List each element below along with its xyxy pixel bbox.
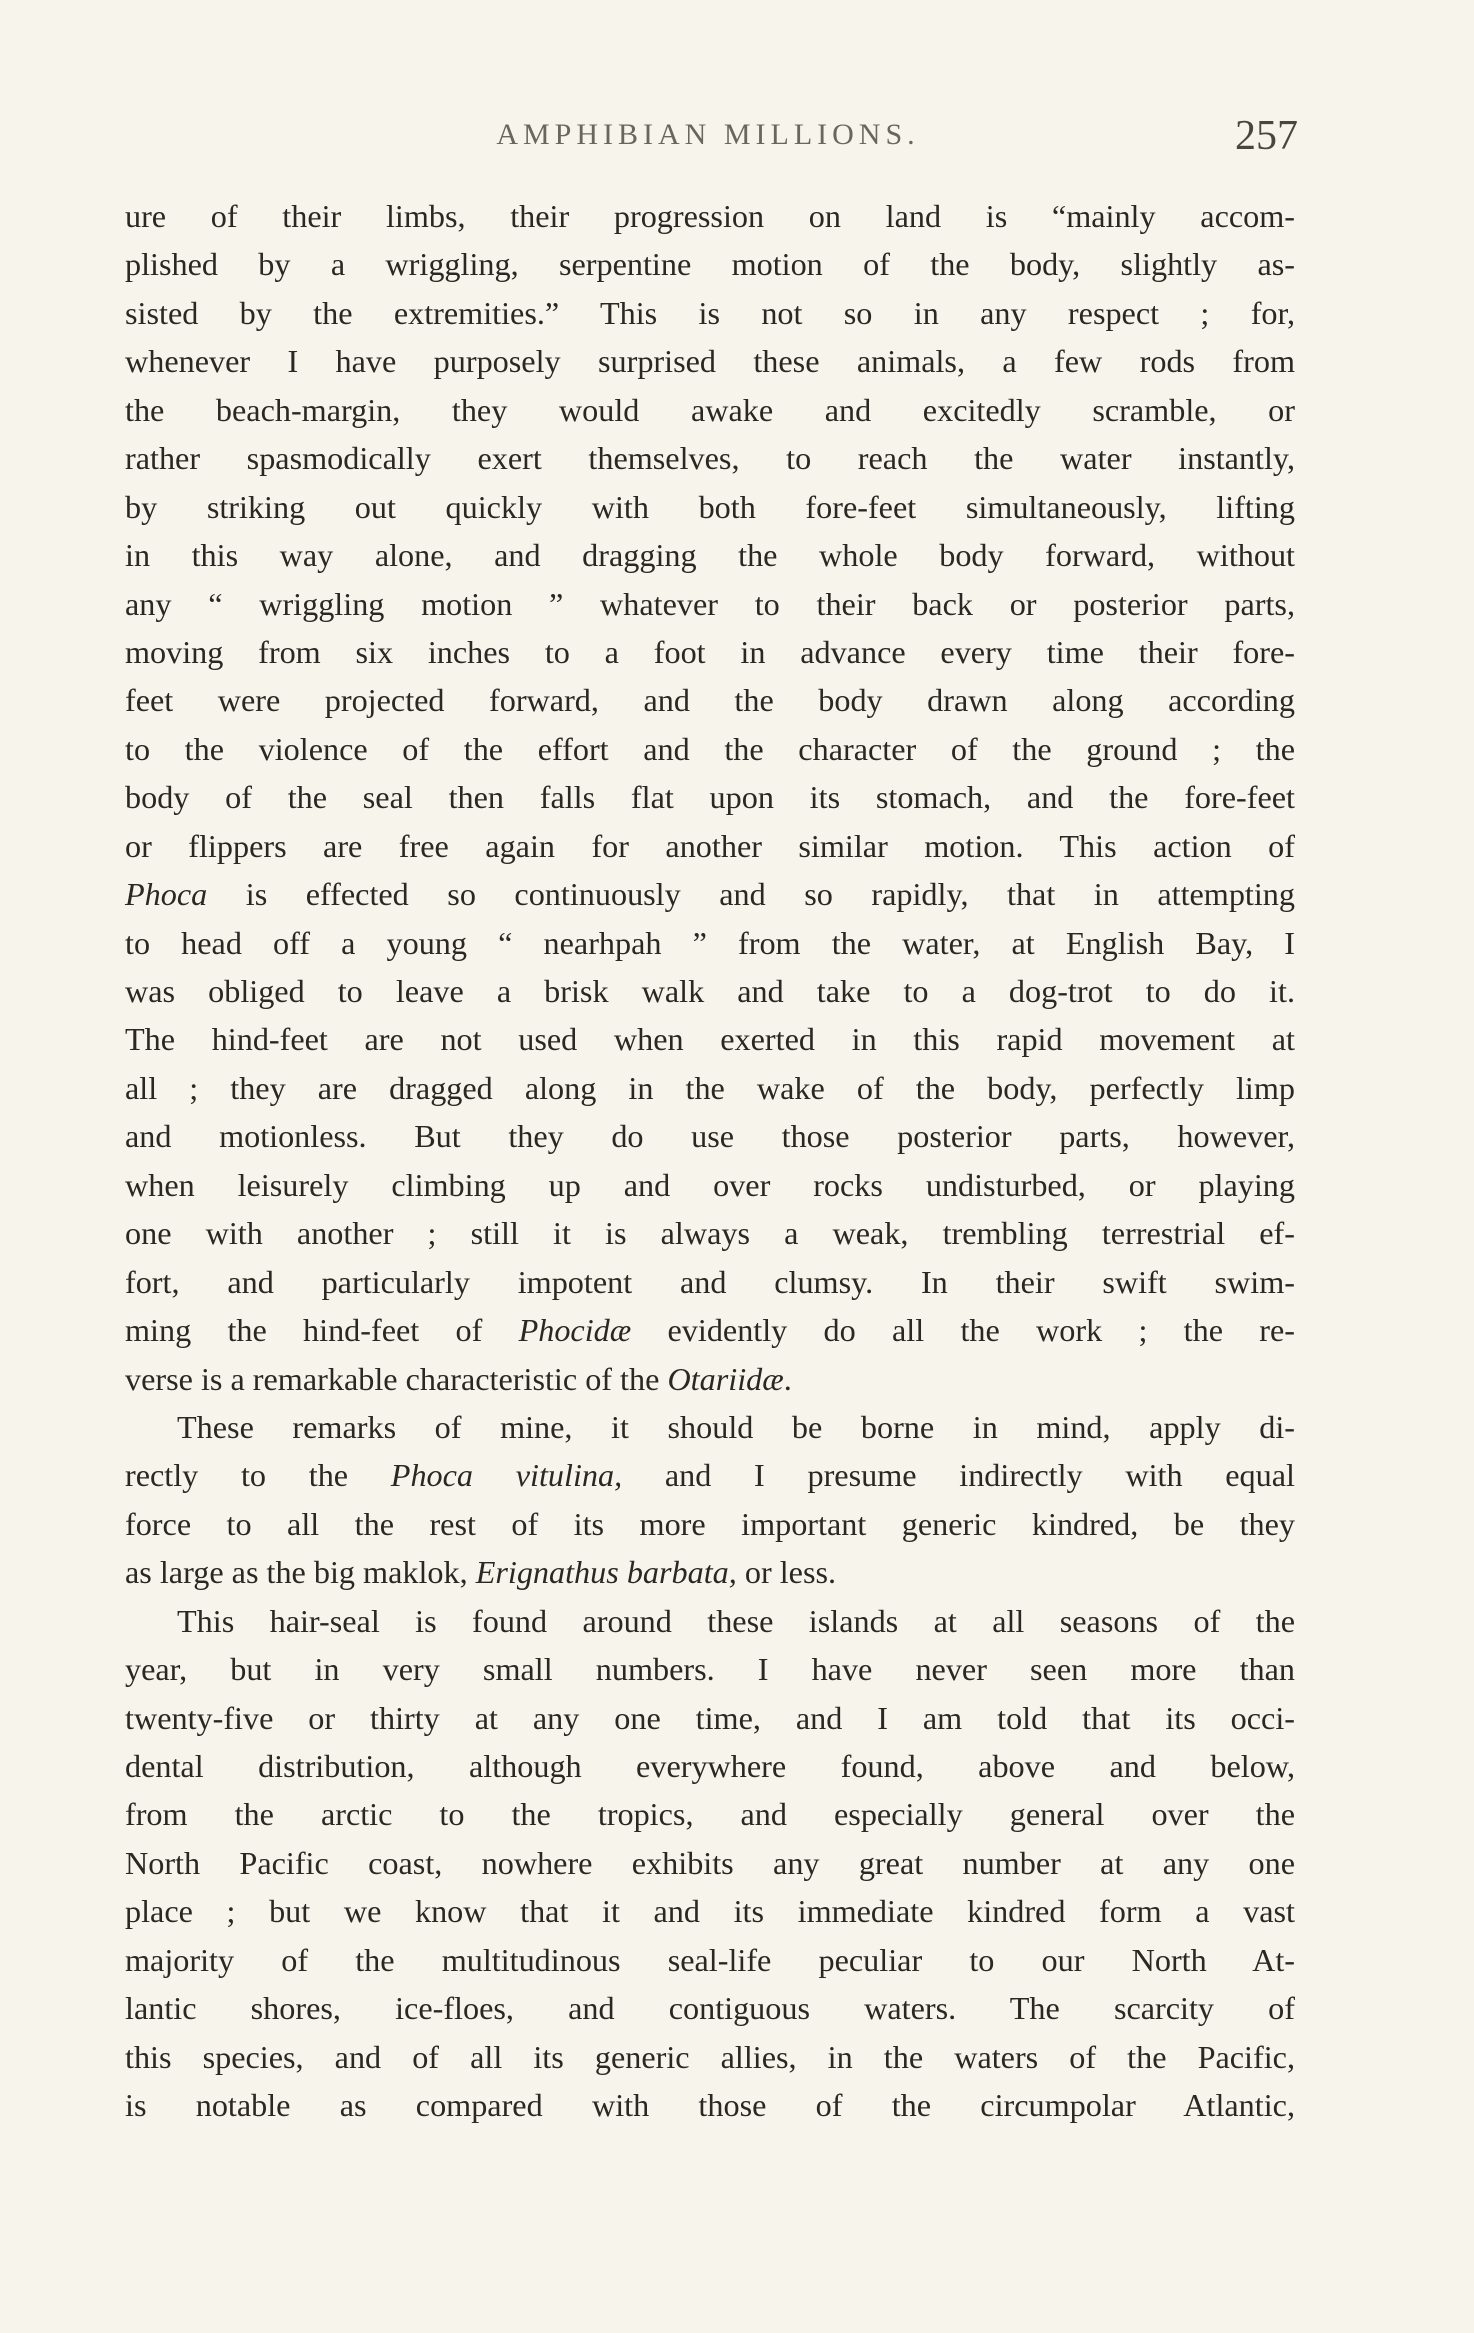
text-line: any “ wriggling motion ” whatever to their back or posterior parts,	[125, 585, 1295, 622]
text-line: majority of the multitudinous seal-life peculiar to our North At-	[125, 1941, 1295, 1978]
text-line: The hind-feet are not used when exerted in this rapid movement at	[125, 1021, 1295, 1058]
text-line: is notable as compared with those of the circumpolar Atlantic,	[125, 2087, 1295, 2124]
text-line: verse is a remarkable characteristic of the Otariidæ.	[125, 1360, 792, 1397]
text-line: lantic shores, ice-floes, and contiguous waters. The scarcity of	[125, 1990, 1295, 2027]
text-line: by striking out quickly with both fore-feet simultaneously, lifting	[125, 488, 1295, 525]
text-line: from the arctic to the tropics, and especially general over the	[125, 1796, 1295, 1833]
text-line: and motionless. But they do use those posterior parts, however,	[125, 1118, 1295, 1155]
text-line: year, but in very small numbers. I have never seen more than	[125, 1651, 1295, 1688]
text-line: ure of their limbs, their progression on land is “mainly accom-	[125, 198, 1295, 234]
text-line: all ; they are dragged along in the wake of the body, perfectly limp	[125, 1069, 1295, 1106]
text-line: rather spasmodically exert themselves, to reach the water instantly,	[125, 440, 1295, 477]
page-number: 257	[1235, 113, 1298, 159]
text-line: fort, and particularly impotent and clumsy. In their swift swim-	[125, 1263, 1295, 1300]
text-line: plished by a wriggling, serpentine motion of the body, slightly as-	[125, 246, 1295, 283]
text-line: in this way alone, and dragging the whole body forward, without	[125, 537, 1295, 574]
text-line: one with another ; still it is always a weak, trembling terrestrial ef-	[125, 1215, 1295, 1252]
body-text	[125, 192, 1295, 2130]
text-line: sisted by the extremities.” This is not so in any respect ; for,	[125, 294, 1295, 331]
text-line: This hair-seal is found around these islands at all seasons of the	[177, 1602, 1295, 1639]
text-line: ming the hind-feet of Phocidæ evidently do all the work ; the re-	[125, 1312, 1295, 1349]
text-line: to head off a young “ nearhpah ” from the water, at English Bay, I	[125, 924, 1295, 961]
text-line: Phoca is effected so continuously and so rapidly, that in attempting	[125, 876, 1295, 913]
text-line: rectly to the Phoca vitulina, and I presume indirectly with equal	[125, 1457, 1295, 1494]
running-head	[118, 112, 1298, 160]
text-line: twenty-five or thirty at any one time, and I am told that its occi-	[125, 1699, 1295, 1736]
running-title: AMPHIBIAN MILLIONS.	[496, 118, 920, 151]
text-line: the beach-margin, they would awake and excitedly scramble, or	[125, 391, 1295, 428]
text-line: place ; but we know that it and its immediate kindred form a vast	[125, 1893, 1295, 1930]
text-line: whenever I have purposely surprised these animals, a few rods from	[125, 343, 1295, 380]
text-line: force to all the rest of its more important generic kindred, be they	[125, 1505, 1295, 1542]
text-line: These remarks of mine, it should be borne in mind, apply di-	[177, 1408, 1295, 1445]
text-line: body of the seal then falls flat upon its stomach, and the fore-feet	[125, 779, 1295, 816]
text-line: when leisurely climbing up and over rocks undisturbed, or playing	[125, 1166, 1295, 1203]
text-line: feet were projected forward, and the body drawn along according	[125, 682, 1295, 719]
text-line: was obliged to leave a brisk walk and take to a dog-trot to do it.	[125, 973, 1295, 1009]
text-line: as large as the big maklok, Erignathus barbata, or less.	[125, 1554, 837, 1591]
text-line: this species, and of all its generic allies, in the waters of the Pacific,	[125, 2038, 1295, 2075]
text-line: or flippers are free again for another similar motion. This action of	[125, 827, 1295, 864]
text-line: moving from six inches to a foot in advance every time their fore-	[125, 633, 1295, 670]
text-line: to the violence of the effort and the character of the ground ; the	[125, 730, 1295, 767]
text-line: North Pacific coast, nowhere exhibits any great number at any one	[125, 1844, 1295, 1881]
text-line: dental distribution, although everywhere found, above and below,	[125, 1748, 1295, 1784]
